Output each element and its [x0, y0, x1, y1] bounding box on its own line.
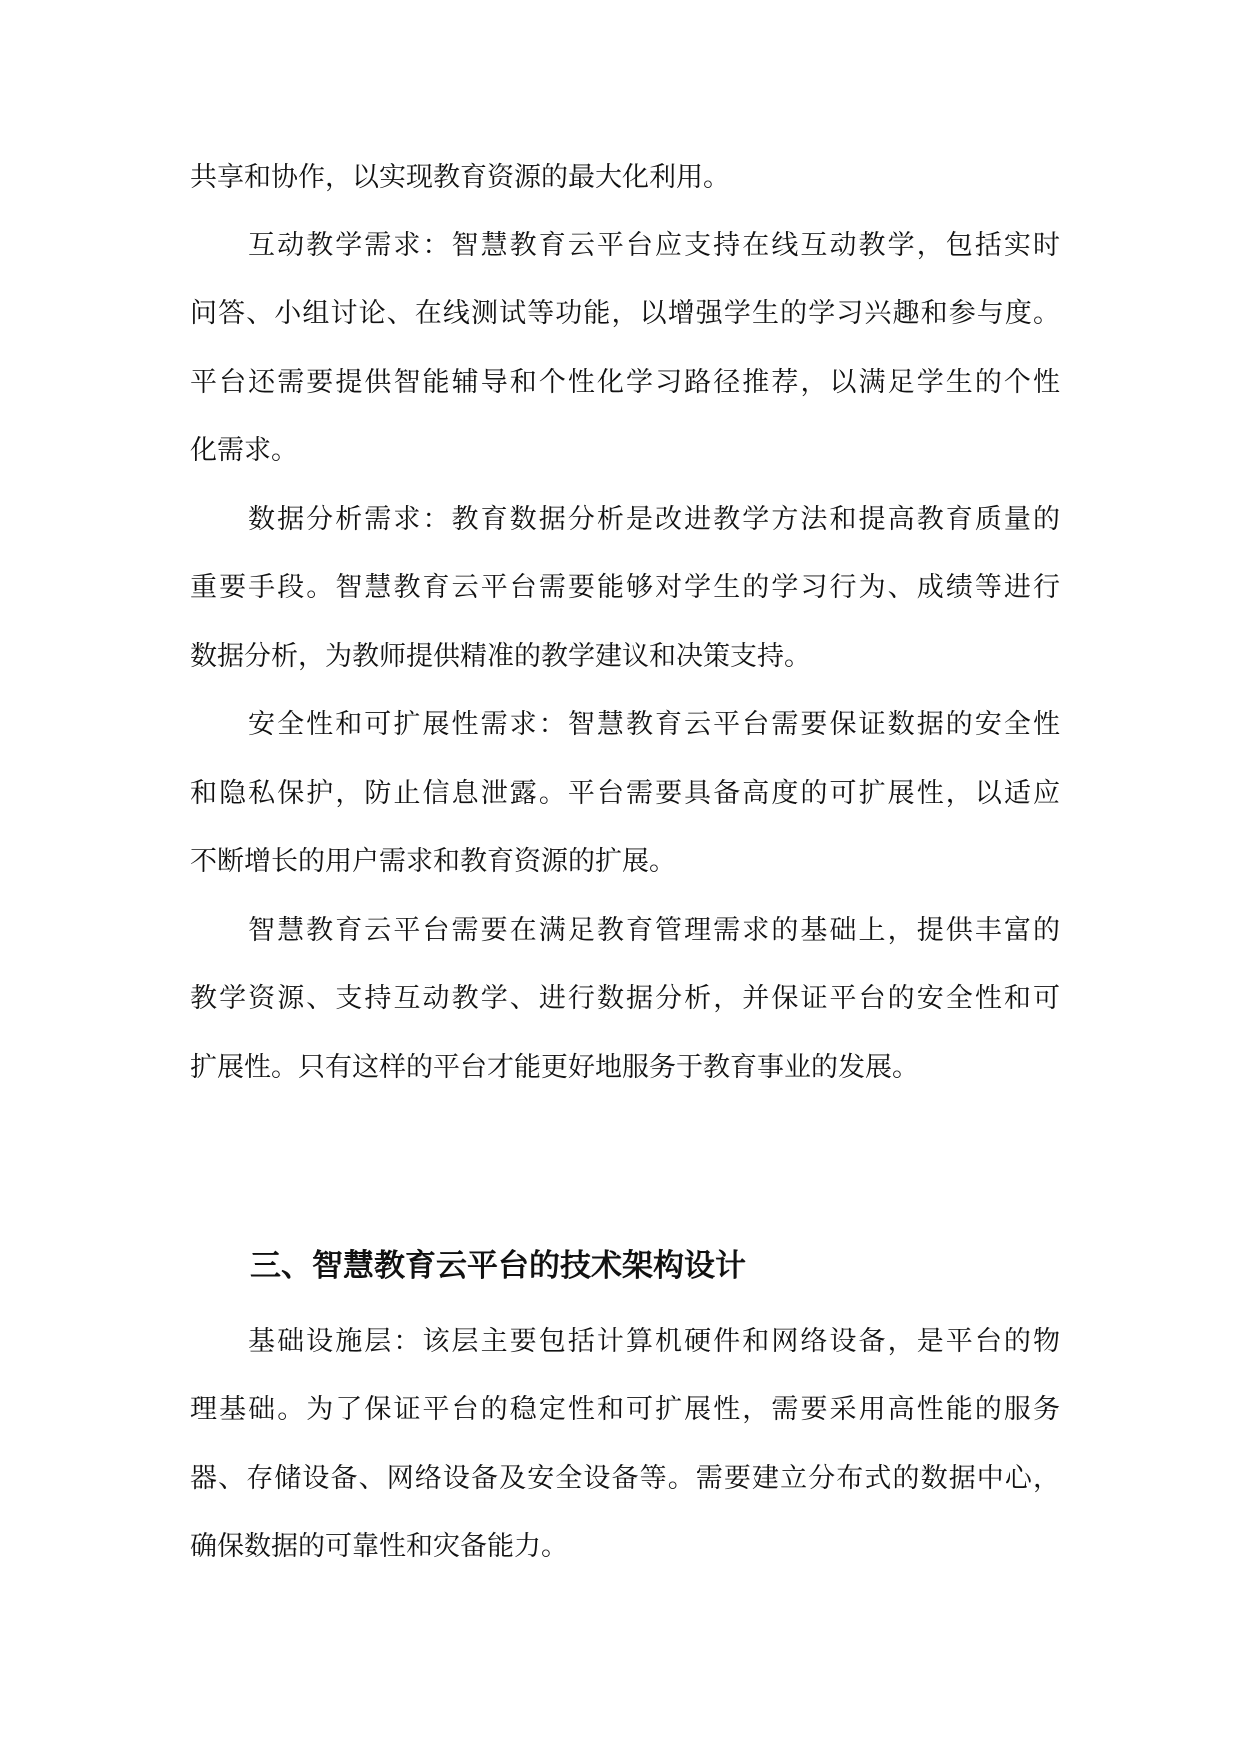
text-line: 理基础。为了保证平台的稳定性和可扩展性，需要采用高性能的服务	[190, 1394, 1060, 1425]
text-line: 不断增长的用户需求和教育资源的扩展。	[190, 846, 676, 877]
text-line: 器、存储设备、网络设备及安全设备等。需要建立分布式的数据中心，	[190, 1463, 1060, 1494]
text-line: 平台还需要提供智能辅导和个性化学习路径推荐，以满足学生的个性	[190, 367, 1060, 398]
text-line: 数据分析需求：教育数据分析是改进教学方法和提高教育质量的	[248, 504, 1060, 535]
text-line: 和隐私保护，防止信息泄露。平台需要具备高度的可扩展性，以适应	[190, 778, 1060, 809]
section-heading: 三、智慧教育云平台的技术架构设计	[250, 1248, 746, 1284]
text-line: 教学资源、支持互动教学、进行数据分析，并保证平台的安全性和可	[190, 983, 1060, 1014]
text-line: 互动教学需求：智慧教育云平台应支持在线互动教学，包括实时	[248, 230, 1060, 261]
text-line: 数据分析，为教师提供精准的教学建议和决策支持。	[190, 641, 811, 672]
text-line: 重要手段。智慧教育云平台需要能够对学生的学习行为、成绩等进行	[190, 572, 1060, 603]
text-line: 问答、小组讨论、在线测试等功能，以增强学生的学习兴趣和参与度。	[190, 298, 1060, 329]
text-line: 安全性和可扩展性需求：智慧教育云平台需要保证数据的安全性	[248, 709, 1060, 740]
text-line: 扩展性。只有这样的平台才能更好地服务于教育事业的发展。	[190, 1052, 919, 1083]
text-line: 化需求。	[190, 435, 298, 466]
text-line: 确保数据的可靠性和灾备能力。	[190, 1531, 568, 1562]
text-line: 智慧教育云平台需要在满足教育管理需求的基础上，提供丰富的	[248, 915, 1060, 946]
text-line: 共享和协作，以实现教育资源的最大化利用。	[190, 162, 730, 193]
text-line: 基础设施层：该层主要包括计算机硬件和网络设备，是平台的物	[248, 1326, 1060, 1357]
